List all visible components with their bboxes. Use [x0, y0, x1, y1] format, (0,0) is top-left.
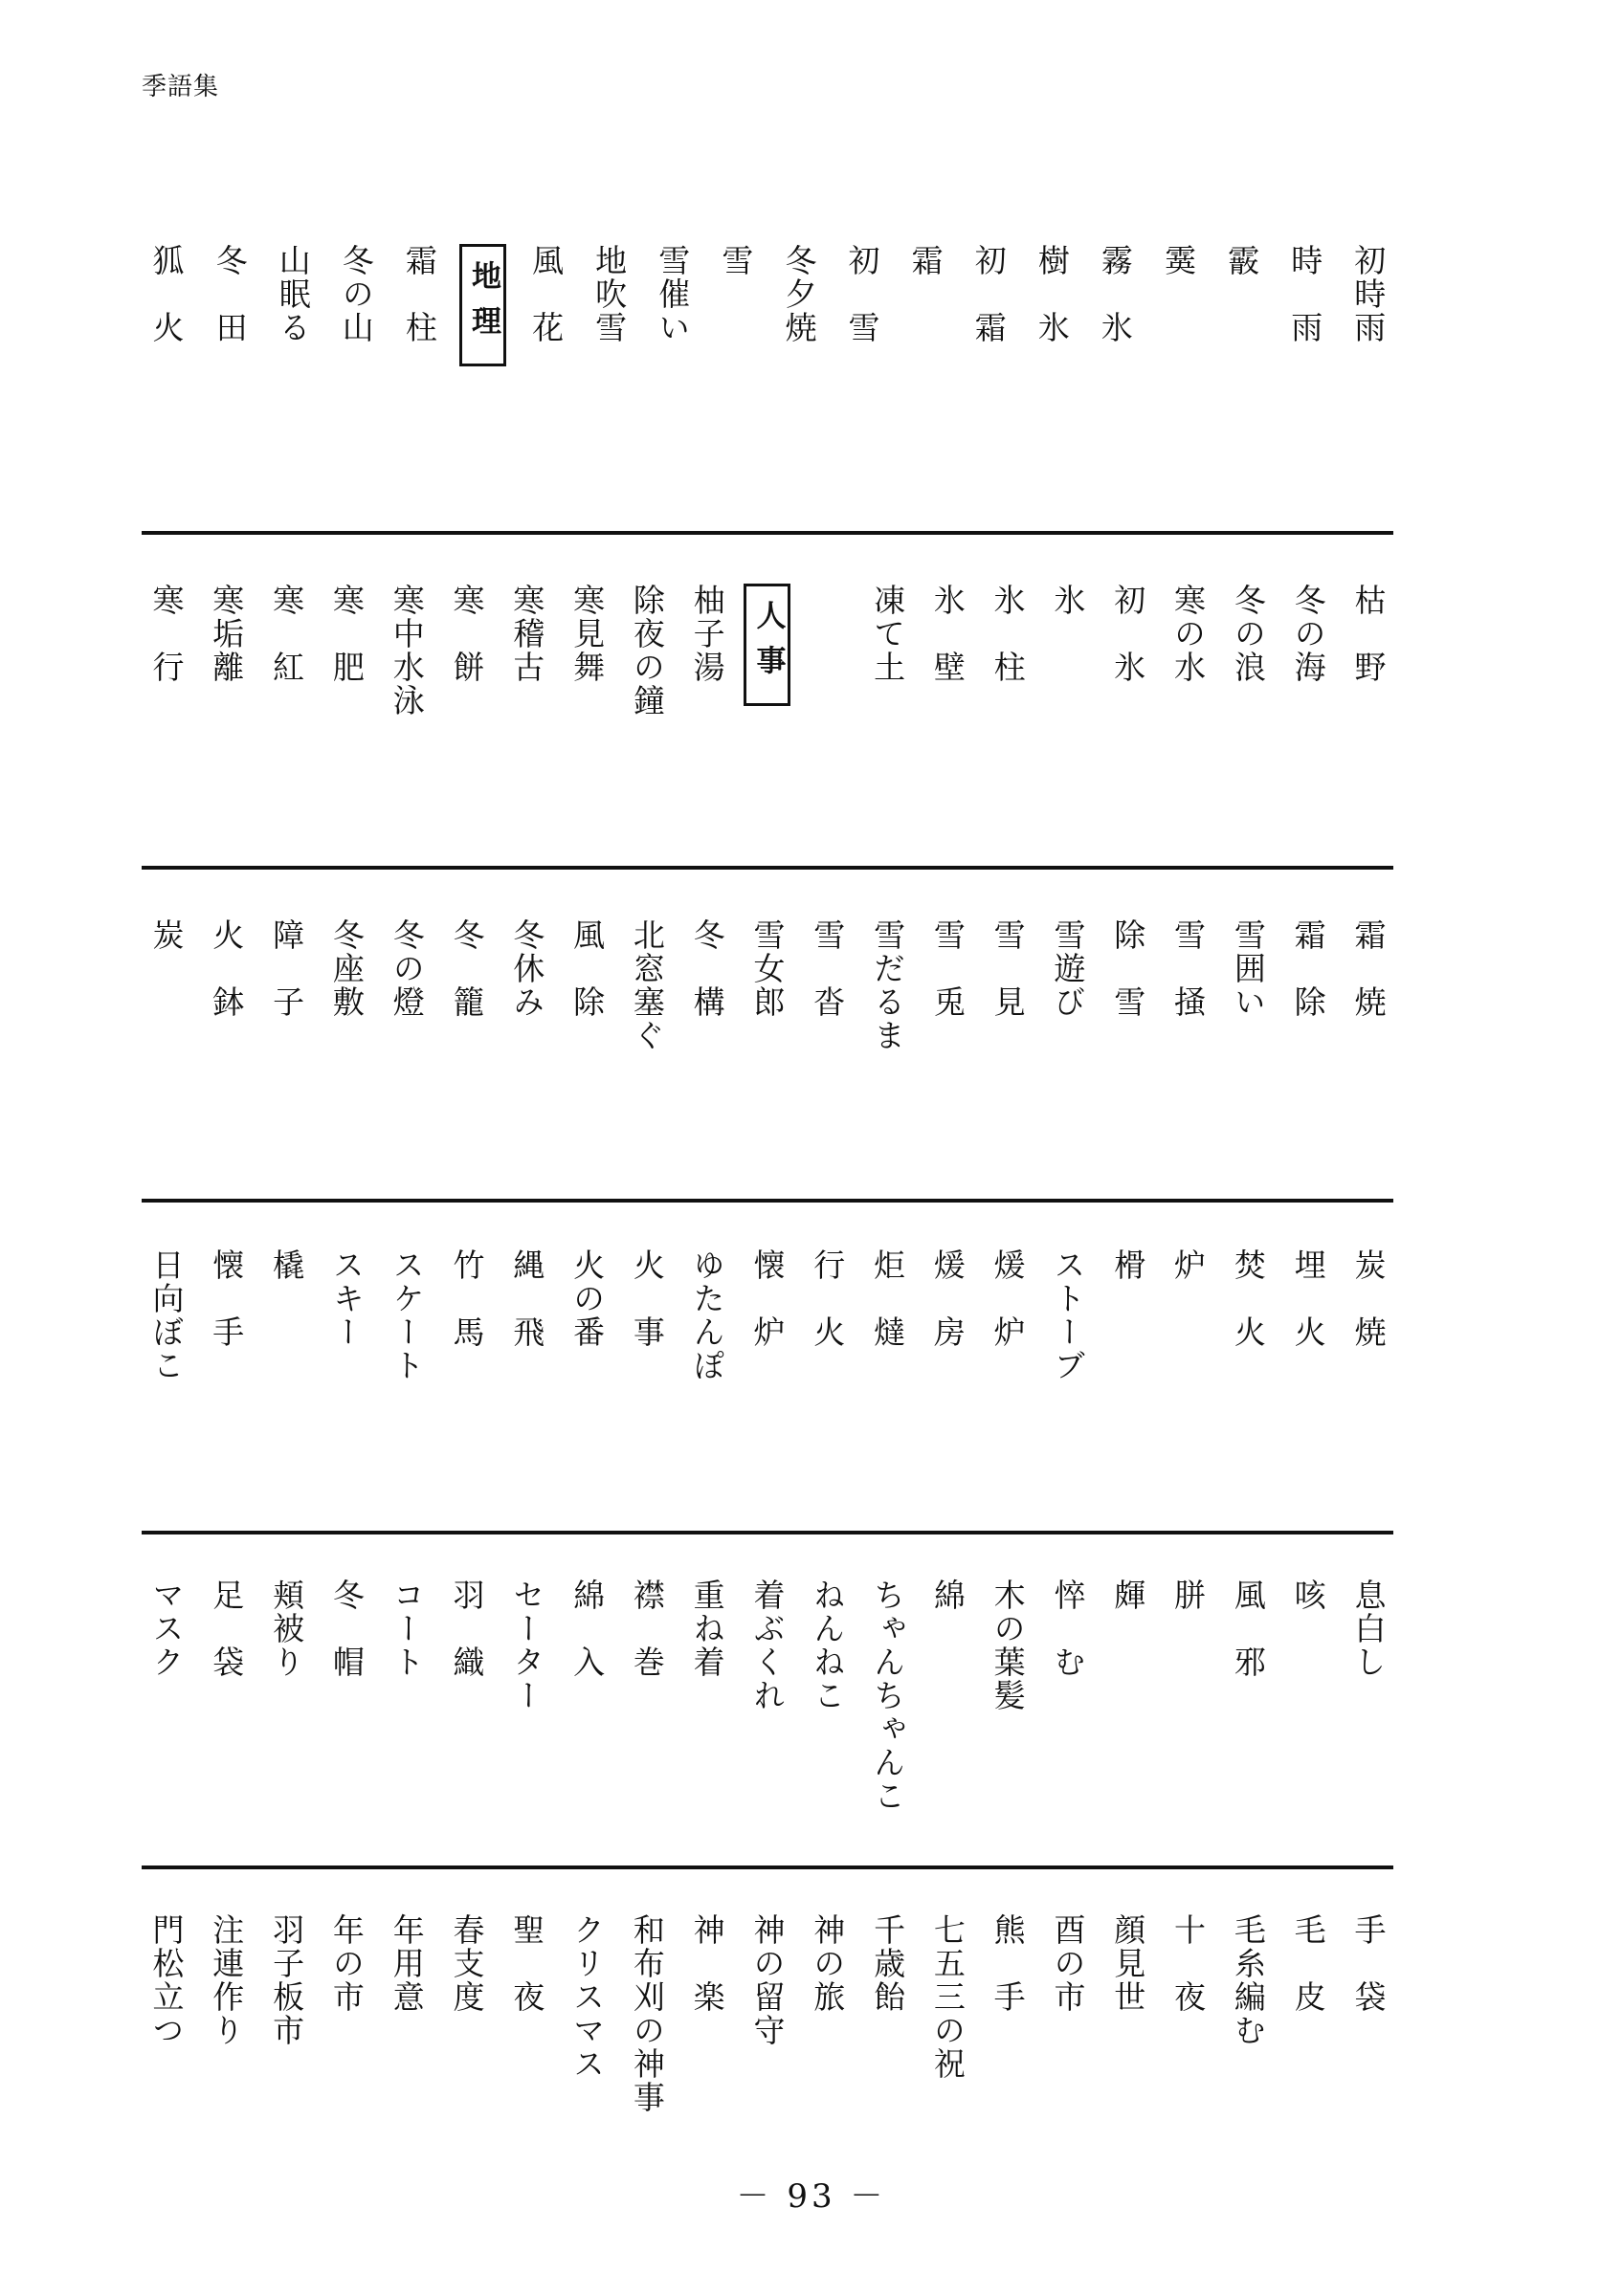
- kigo-term: 霰: [1223, 244, 1261, 277]
- kigo-term: 冬の浪: [1229, 584, 1267, 684]
- kigo-column: [205, 244, 255, 531]
- kigo-term: 聖 夜: [508, 1913, 546, 2014]
- kigo-column: [382, 1248, 432, 1535]
- kigo-term: ストーブ: [1049, 1248, 1087, 1382]
- kigo-band: [142, 918, 1393, 1205]
- kigo-term: 除夜の鐘: [628, 584, 666, 718]
- kigo-term: 煖 炉: [989, 1248, 1027, 1349]
- kigo-column: [1043, 1578, 1093, 1866]
- kigo-column: [837, 244, 887, 531]
- kigo-term: 懐 炉: [748, 1248, 787, 1349]
- kigo-term: 行 火: [809, 1248, 847, 1349]
- kigo-term: 寒垢離: [208, 584, 246, 684]
- kigo-term: 神の留守: [748, 1913, 787, 2047]
- kigo-column: [863, 1913, 913, 2200]
- kigo-term: 障 子: [268, 918, 306, 1019]
- kigo-band: [142, 1578, 1393, 1866]
- kigo-term: 炉: [1169, 1248, 1208, 1282]
- kigo-term: 雪 見: [989, 918, 1027, 1019]
- kigo-column: [1164, 1248, 1213, 1535]
- kigo-column: [682, 918, 732, 1205]
- kigo-term: 冬休み: [508, 918, 546, 1019]
- kigo-term: 寒 肥: [327, 584, 366, 684]
- kigo-column: [563, 1578, 612, 1866]
- kigo-term: ねんねこ: [809, 1578, 847, 1712]
- kigo-term: 木の葉髪: [989, 1578, 1027, 1712]
- kigo-term: スケート: [388, 1248, 426, 1382]
- kigo-term: 枯 野: [1349, 584, 1388, 684]
- kigo-column: [1223, 1913, 1273, 2200]
- kigo-column: [711, 244, 761, 531]
- kigo-column: [803, 584, 853, 871]
- kigo-column: [262, 1913, 312, 2200]
- kigo-term: 顔見世: [1109, 1913, 1147, 2014]
- kigo-term: 初 霜: [969, 244, 1008, 344]
- kigo-term: 狐 火: [147, 244, 186, 344]
- kigo-column: [1223, 918, 1273, 1205]
- kigo-term: 冬 構: [688, 918, 726, 1019]
- kigo-column: [1164, 1913, 1213, 2200]
- kigo-column: [502, 1248, 552, 1535]
- kigo-term: 雪女郎: [748, 918, 787, 1019]
- kigo-term: 雪 兎: [928, 918, 967, 1019]
- kigo-term: 雪囲い: [1229, 918, 1267, 1019]
- kigo-term: 雪 沓: [809, 918, 847, 1019]
- kigo-column: [863, 1248, 913, 1535]
- kigo-column: [1283, 918, 1333, 1205]
- kigo-term: セーター: [508, 1578, 546, 1712]
- kigo-term: 羽子板市: [268, 1913, 306, 2047]
- kigo-column: [262, 918, 312, 1205]
- row-separator: [142, 1866, 1393, 1869]
- kigo-column: [563, 1248, 612, 1535]
- kigo-term: 北窓塞ぐ: [628, 918, 666, 1052]
- kigo-term: 樹 氷: [1033, 244, 1071, 344]
- kigo-column: [743, 1578, 792, 1866]
- kigo-column: [743, 584, 792, 871]
- kigo-term: 氷 柱: [989, 584, 1027, 684]
- kigo-term: 橇: [268, 1248, 306, 1282]
- kigo-column: [1344, 244, 1393, 531]
- kigo-term: 襟 巻: [628, 1578, 666, 1679]
- kigo-row: [142, 1248, 1393, 1535]
- kigo-term: 皹: [1109, 1578, 1147, 1612]
- kigo-column: [262, 584, 312, 871]
- kigo-column: [1283, 1913, 1333, 2200]
- kigo-term: 重ね着: [688, 1578, 726, 1679]
- kigo-column: [1283, 1248, 1333, 1535]
- kigo-term: 寒中水泳: [388, 584, 426, 718]
- kigo-column: [202, 1248, 252, 1535]
- kigo-column: [803, 1248, 853, 1535]
- kigo-column: [1283, 584, 1333, 871]
- kigo-column: [1103, 584, 1153, 871]
- kigo-column: [1164, 918, 1213, 1205]
- kigo-column: [1043, 584, 1093, 871]
- section-heading: 地理: [459, 244, 506, 366]
- kigo-column: [1344, 918, 1393, 1205]
- kigo-term: 初 雪: [843, 244, 881, 344]
- kigo-row: [142, 244, 1393, 531]
- kigo-term: 霜: [906, 244, 945, 277]
- kigo-column: [774, 244, 824, 531]
- kigo-column: [743, 1248, 792, 1535]
- kigo-term: 凍て土: [869, 584, 907, 684]
- kigo-column: [1344, 1578, 1393, 1866]
- kigo-column: [983, 584, 1033, 871]
- kigo-row: [142, 1913, 1393, 2200]
- kigo-column: [502, 918, 552, 1205]
- kigo-term: 山眠る: [274, 244, 312, 344]
- kigo-term: 毛糸編む: [1229, 1913, 1267, 2047]
- kigo-term: 寒 餅: [448, 584, 486, 684]
- row-separator: [142, 1531, 1393, 1534]
- kigo-term: 冬 籠: [448, 918, 486, 1019]
- kigo-column: [622, 1578, 672, 1866]
- kigo-column: [1164, 584, 1213, 871]
- kigo-column: [900, 244, 950, 531]
- kigo-term: 風 除: [568, 918, 607, 1019]
- kigo-column: [1217, 244, 1267, 531]
- kigo-term: 初 氷: [1109, 584, 1147, 684]
- kigo-column: [682, 1248, 732, 1535]
- kigo-column: [502, 584, 552, 871]
- kigo-term: 冬座敷: [327, 918, 366, 1019]
- kigo-column: [322, 584, 371, 871]
- kigo-term: 炭: [147, 918, 186, 952]
- kigo-term: 風 邪: [1229, 1578, 1267, 1679]
- kigo-band: [142, 1913, 1393, 2200]
- kigo-column: [622, 1913, 672, 2200]
- kigo-term: 門松立つ: [147, 1913, 186, 2047]
- kigo-term: 熊 手: [989, 1913, 1027, 2014]
- kigo-column: [394, 244, 444, 531]
- kigo-column: [442, 1248, 492, 1535]
- kigo-column: [1103, 1913, 1153, 2200]
- row-separator: [142, 866, 1393, 870]
- row-separator: [142, 531, 1393, 535]
- kigo-term: コート: [388, 1578, 426, 1679]
- kigo-term: 霜 柱: [400, 244, 438, 344]
- kigo-column: [983, 1913, 1033, 2200]
- kigo-term: 手 袋: [1349, 1913, 1388, 2014]
- kigo-term: 雪 掻: [1169, 918, 1208, 1019]
- kigo-band: [142, 1248, 1393, 1535]
- kigo-term: 毛 皮: [1289, 1913, 1327, 2014]
- kigo-column: [622, 918, 672, 1205]
- kigo-column: [983, 1248, 1033, 1535]
- kigo-term: 霧 氷: [1096, 244, 1134, 344]
- kigo-column: [322, 1248, 371, 1535]
- kigo-column: [268, 244, 318, 531]
- kigo-column: [262, 1248, 312, 1535]
- kigo-term: マスク: [147, 1578, 186, 1679]
- kigo-column: [622, 1248, 672, 1535]
- kigo-term: 寒 行: [147, 584, 186, 684]
- kigo-column: [1103, 918, 1153, 1205]
- kigo-column: [502, 1578, 552, 1866]
- kigo-term: 風 花: [527, 244, 566, 344]
- kigo-column: [648, 244, 698, 531]
- kigo-column: [964, 244, 1013, 531]
- kigo-term: 千歳飴: [869, 1913, 907, 2014]
- kigo-term: 霜 除: [1289, 918, 1327, 1019]
- kigo-column: [923, 584, 972, 871]
- kigo-column: [142, 918, 191, 1205]
- kigo-term: 冬夕焼: [780, 244, 818, 344]
- kigo-column: [142, 1913, 191, 2200]
- kigo-column: [923, 1248, 972, 1535]
- kigo-term: 縄 飛: [508, 1248, 546, 1349]
- kigo-column: [863, 1578, 913, 1866]
- kigo-column: [1164, 1578, 1213, 1866]
- kigo-term: 神の旅: [809, 1913, 847, 2014]
- kigo-column: [983, 1578, 1033, 1866]
- kigo-term: クリスマス: [568, 1913, 607, 2081]
- kigo-term: 埋 火: [1289, 1248, 1327, 1349]
- kigo-term: 霙: [1160, 244, 1197, 277]
- kigo-term: 火 鉢: [208, 918, 246, 1019]
- kigo-column: [382, 1913, 432, 2200]
- kigo-band: [142, 244, 1393, 531]
- kigo-column: [1043, 1913, 1093, 2200]
- kigo-column: [142, 244, 191, 531]
- kigo-column: [863, 584, 913, 871]
- kigo-column: [442, 1578, 492, 1866]
- kigo-column: [202, 584, 252, 871]
- kigo-term: 煖 房: [928, 1248, 967, 1349]
- kigo-term: 神 楽: [688, 1913, 726, 2014]
- kigo-term: 炬 燵: [869, 1248, 907, 1349]
- kigo-column: [1280, 244, 1330, 531]
- kigo-term: 胼: [1169, 1578, 1208, 1612]
- kigo-term: 酉の市: [1049, 1913, 1087, 2014]
- kigo-column: [331, 244, 381, 531]
- kigo-column: [142, 584, 191, 871]
- kigo-term: 雪催い: [654, 244, 692, 344]
- kigo-column: [1283, 1578, 1333, 1866]
- kigo-term: 寒稽古: [508, 584, 546, 684]
- kigo-term: 霜 焼: [1349, 918, 1388, 1019]
- kigo-column: [142, 1248, 191, 1535]
- page-number: － 93 －: [736, 2177, 887, 2216]
- kigo-term: 寒 紅: [268, 584, 306, 684]
- kigo-column: [743, 1913, 792, 2200]
- kigo-term: 炭 焼: [1349, 1248, 1388, 1349]
- kigo-term: 悴 む: [1049, 1578, 1087, 1679]
- kigo-column: [585, 244, 634, 531]
- kigo-column: [202, 918, 252, 1205]
- kigo-term: 除 雪: [1109, 918, 1147, 1019]
- kigo-term: 氷: [1049, 584, 1087, 617]
- kigo-column: [1223, 1248, 1273, 1535]
- kigo-column: [1103, 1248, 1153, 1535]
- kigo-term: 雪遊び: [1049, 918, 1087, 1019]
- kigo-column: [1103, 1578, 1153, 1866]
- kigo-column: [322, 918, 371, 1205]
- kigo-term: 七五三の祝: [928, 1913, 967, 2081]
- kigo-term: 地吹雪: [590, 244, 629, 344]
- kigo-column: [142, 1578, 191, 1866]
- kigo-column: [1344, 584, 1393, 871]
- kigo-row: [142, 584, 1393, 871]
- kigo-term: 柚子湯: [688, 584, 726, 684]
- kigo-term: 氷 壁: [928, 584, 967, 684]
- kigo-term: 綿 入: [568, 1578, 607, 1679]
- kigo-column: [563, 584, 612, 871]
- row-separator: [142, 1199, 1393, 1203]
- kigo-term: 雪: [717, 244, 755, 277]
- kigo-term: 寒見舞: [568, 584, 607, 684]
- kigo-row: [142, 918, 1393, 1205]
- kigo-term: 春支度: [448, 1913, 486, 2014]
- kigo-column: [382, 584, 432, 871]
- kigo-column: [1344, 1248, 1393, 1535]
- kigo-band: [142, 584, 1393, 871]
- kigo-term: 冬の山: [337, 244, 375, 344]
- kigo-column: [457, 244, 507, 531]
- kigo-term: 竹 馬: [448, 1248, 486, 1349]
- kigo-column: [322, 1578, 371, 1866]
- kigo-term: 注連作り: [208, 1913, 246, 2047]
- kigo-column: [863, 918, 913, 1205]
- kigo-column: [563, 918, 612, 1205]
- kigo-term: 火の番: [568, 1248, 607, 1349]
- kigo-term: 綿: [928, 1578, 967, 1612]
- kigo-column: [563, 1913, 612, 2200]
- page-header-title: 季語集: [142, 73, 220, 101]
- kigo-term: 雪だるま: [869, 918, 907, 1052]
- kigo-column: [1043, 1248, 1093, 1535]
- kigo-column: [1043, 918, 1093, 1205]
- kigo-column: [1223, 1578, 1273, 1866]
- kigo-column: [923, 1913, 972, 2200]
- kigo-row: [142, 1578, 1393, 1866]
- kigo-column: [522, 244, 571, 531]
- kigo-term: 火 事: [628, 1248, 666, 1349]
- kigo-column: [1223, 584, 1273, 871]
- kigo-term: 頬被り: [268, 1578, 306, 1679]
- kigo-term: 年の市: [327, 1913, 366, 2014]
- kigo-term: ゆたんぽ: [688, 1248, 726, 1382]
- kigo-column: [803, 918, 853, 1205]
- kigo-column: [682, 1913, 732, 2200]
- kigo-column: [442, 918, 492, 1205]
- kigo-column: [682, 1578, 732, 1866]
- kigo-term: 着ぶくれ: [748, 1578, 787, 1712]
- kigo-term: ちゃんちゃんこ: [869, 1578, 907, 1813]
- kigo-column: [382, 918, 432, 1205]
- kigo-term: 焚 火: [1229, 1248, 1267, 1349]
- kigo-column: [442, 1913, 492, 2200]
- kigo-term: 羽 織: [448, 1578, 486, 1679]
- kigo-column: [923, 1578, 972, 1866]
- section-heading: 人事: [744, 584, 790, 706]
- kigo-term: 初時雨: [1349, 244, 1388, 344]
- kigo-term: 榾: [1109, 1248, 1147, 1282]
- kigo-term: 懐 手: [208, 1248, 246, 1349]
- kigo-column: [202, 1913, 252, 2200]
- kigo-term: 寒の水: [1169, 584, 1208, 684]
- kigo-term: 咳: [1289, 1578, 1327, 1612]
- kigo-term: 足 袋: [208, 1578, 246, 1679]
- kigo-column: [803, 1913, 853, 2200]
- kigo-term: 冬 田: [211, 244, 249, 344]
- kigo-column: [983, 918, 1033, 1205]
- kigo-term: 日向ぼこ: [147, 1248, 186, 1382]
- kigo-term: 冬の海: [1289, 584, 1327, 684]
- kigo-term: 冬の燈: [388, 918, 426, 1019]
- kigo-column: [1154, 244, 1204, 531]
- kigo-column: [382, 1578, 432, 1866]
- kigo-column: [923, 918, 972, 1205]
- kigo-column: [442, 584, 492, 871]
- kigo-term: 冬 帽: [327, 1578, 366, 1679]
- kigo-term: 和布刈の神事: [628, 1913, 666, 2114]
- kigo-column: [622, 584, 672, 871]
- kigo-term: 時 雨: [1286, 244, 1324, 344]
- kigo-term: スキー: [327, 1248, 366, 1349]
- kigo-term: 年用意: [388, 1913, 426, 2014]
- kigo-column: [803, 1578, 853, 1866]
- kigo-column: [262, 1578, 312, 1866]
- kigo-column: [502, 1913, 552, 2200]
- kigo-column: [1027, 244, 1077, 531]
- kigo-term: 十 夜: [1169, 1913, 1208, 2014]
- kigo-column: [322, 1913, 371, 2200]
- kigo-column: [682, 584, 732, 871]
- kigo-column: [1344, 1913, 1393, 2200]
- kigo-column: [202, 1578, 252, 1866]
- kigo-column: [743, 918, 792, 1205]
- kigo-column: [1090, 244, 1140, 531]
- kigo-term: 息白し: [1349, 1578, 1388, 1679]
